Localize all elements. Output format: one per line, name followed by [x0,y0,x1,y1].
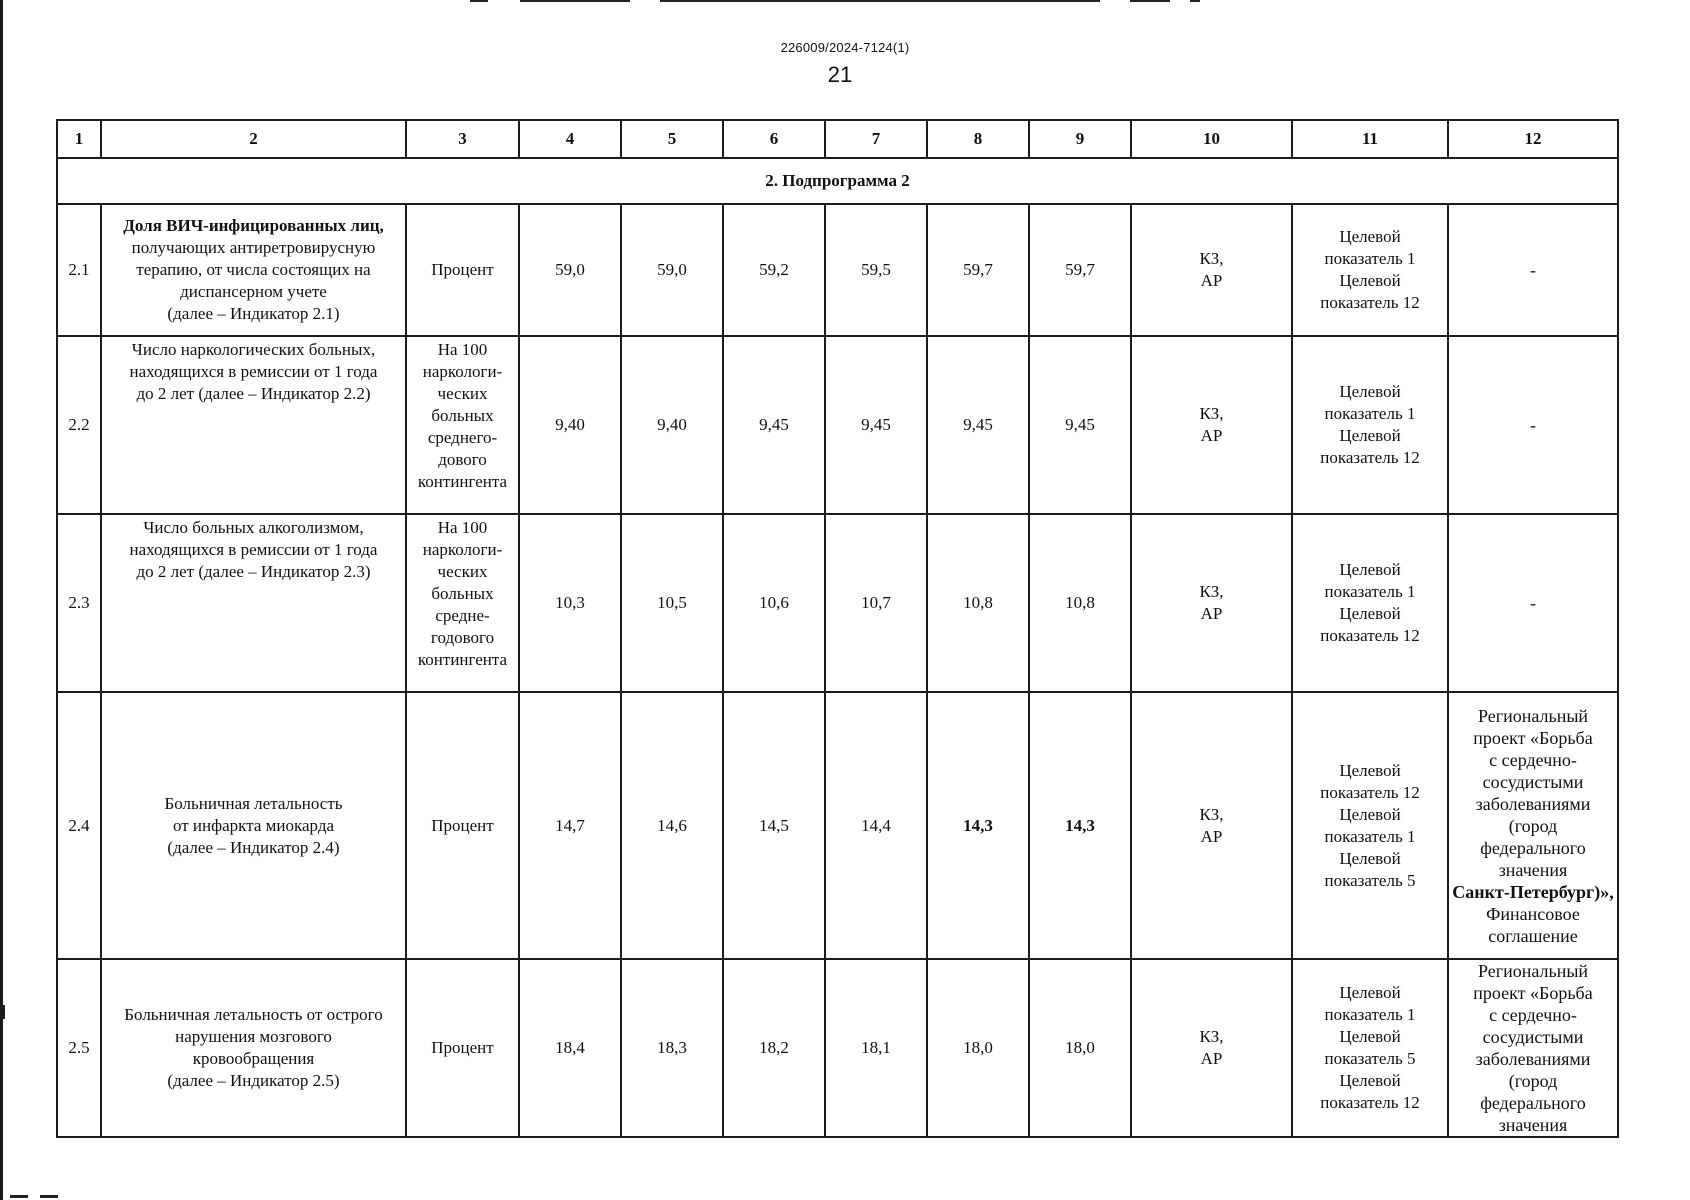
target-indicator-line: Целевой [1339,426,1401,445]
indicator-value: 59,0 [519,204,621,336]
section-title: 2. Подпрограмма 2 [57,158,1618,204]
table-row [57,204,1618,336]
indicator-value: 14,4 [825,692,927,959]
target-indicator-line: Целевой [1339,1027,1401,1046]
regional-project-line: заболеваниями [1475,1049,1591,1069]
target-indicator-line: показатель 1 [1324,1005,1416,1024]
target-indicator-line: показатель 1 [1324,582,1416,601]
column-number-row [57,120,1618,158]
unit-line: Процент [431,260,494,279]
unit-line: наркологи- [422,540,503,559]
data-source [1131,692,1292,959]
unit-line: средне- [435,606,490,625]
target-indicator-line: Целевой [1339,227,1401,246]
indicator-value: 59,0 [621,204,723,336]
indicator-name-line: до 2 лет (далее – Индикатор 2.3) [136,562,371,581]
column-number-cell: 1 [57,120,101,158]
indicator-name-line: Доля ВИЧ-инфицированных лиц, [123,216,384,235]
indicator-name-line: находящихся в ремиссии от 1 года [129,540,378,559]
data-source [1131,959,1292,1137]
table-row [57,692,1618,959]
indicator-value: 18,1 [825,959,927,1137]
row-number: 2.2 [57,336,101,514]
indicator-value: 59,7 [1029,204,1131,336]
unit-line: контингента [417,650,508,669]
scan-top-lines [470,0,1250,4]
indicator-name-line: кровообращения [192,1049,315,1068]
target-indicators [1292,692,1448,959]
indicator-value: 18,0 [1029,959,1131,1137]
indicator-value: 9,45 [927,336,1029,514]
indicator-name-line: от инфаркта миокарда [172,815,335,835]
target-indicator-line: показатель 1 [1324,404,1416,423]
column-number-cell: 6 [723,120,825,158]
regional-project [1448,692,1618,959]
indicator-value: 18,4 [519,959,621,1137]
data-source-line: КЗ, [1199,804,1224,824]
column-number-cell: 4 [519,120,621,158]
column-number-cell: 9 [1029,120,1131,158]
target-indicator-line: Целевой [1339,760,1401,780]
data-source [1131,336,1292,514]
data-source [1131,204,1292,336]
regional-project-line: Санкт-Петербург)», [1452,881,1614,902]
regional-project-line: значения [1498,1115,1568,1135]
data-source-line: АР [1200,826,1223,846]
indicator-value: 59,2 [723,204,825,336]
indicator-name-line: терапию, от числа состоящих на [136,260,371,279]
indicator-name-line: (далее – Индикатор 2.4) [167,837,340,857]
unit-line: Процент [431,815,494,835]
unit-of-measure [406,204,519,336]
indicator-value: 10,5 [621,514,723,692]
indicators-table [56,119,1619,1138]
indicator-name-line: (далее – Индикатор 2.5) [167,1071,340,1090]
target-indicator-line: Целевой [1339,1071,1401,1090]
indicator-value: 14,6 [621,692,723,959]
indicator-value: 14,3 [927,692,1029,959]
target-indicator-line: показатель 1 [1324,826,1416,846]
indicator-value: 10,8 [1029,514,1131,692]
unit-line: больных [431,584,494,603]
column-number-cell: 11 [1292,120,1448,158]
unit-line: контингента [417,472,508,491]
column-number-cell: 10 [1131,120,1292,158]
indicator-name-line: до 2 лет (далее – Индикатор 2.2) [136,384,371,403]
indicator-name [101,959,406,1137]
indicator-value: 14,3 [1029,692,1131,959]
indicator-value: 14,7 [519,692,621,959]
column-number-cell: 7 [825,120,927,158]
regional-project-line: значения [1498,859,1568,880]
column-number-cell: 3 [406,120,519,158]
column-number-cell: 2 [101,120,406,158]
regional-project-line: с сердечно- [1489,1005,1577,1025]
target-indicator-line: Целевой [1339,804,1401,824]
table-row [57,959,1618,1137]
indicator-value: 9,45 [1029,336,1131,514]
regional-project-line: с сердечно- [1489,749,1577,770]
indicator-value: 9,40 [621,336,723,514]
indicator-name-line: получающих антиретровирусную [131,238,376,257]
data-source-line: КЗ, [1199,582,1224,601]
regional-project [1448,959,1618,1137]
unit-line: ческих [437,562,488,581]
indicator-value: 9,45 [723,336,825,514]
target-indicator-line: Целевой [1339,271,1401,290]
regional-project-line: (город [1508,815,1558,836]
unit-line: ческих [437,384,488,403]
regional-project-line: соглашение [1488,925,1578,946]
indicator-name [101,514,406,692]
regional-project-line: - [1530,415,1536,435]
regional-project-line: - [1530,260,1536,280]
indicator-value: 14,5 [723,692,825,959]
unit-line: На 100 [437,340,488,359]
indicator-value: 59,7 [927,204,1029,336]
regional-project [1448,514,1618,692]
target-indicator-line: показатель 12 [1320,626,1420,645]
target-indicator-line: показатель 12 [1320,448,1420,467]
target-indicator-line: показатель 12 [1320,782,1420,802]
regional-project-line: Региональный [1477,705,1589,726]
target-indicators [1292,336,1448,514]
unit-of-measure [406,336,519,514]
unit-line: годового [430,628,495,647]
data-source-line: КЗ, [1199,249,1224,268]
target-indicators [1292,959,1448,1137]
indicator-value: 59,5 [825,204,927,336]
regional-project-line: сосудистыми [1482,771,1584,792]
scan-left-edge [0,0,3,1200]
unit-line: среднего- [427,428,498,447]
indicator-name [101,692,406,959]
indicator-name-line: Число больных алкоголизмом, [143,518,364,537]
target-indicator-line: Целевой [1339,560,1401,579]
regional-project-line: - [1530,593,1536,613]
indicator-value: 18,2 [723,959,825,1137]
indicator-name-line: Больничная летальность от острого [124,1005,383,1024]
column-number-cell: 8 [927,120,1029,158]
document-id: 226009/2024-7124(1) [780,40,910,55]
unit-line: больных [431,406,494,425]
page-number: 21 [827,62,853,87]
target-indicator-line: Целевой [1339,983,1401,1002]
regional-project-line: сосудистыми [1482,1027,1584,1047]
unit-line: Процент [431,1038,494,1057]
row-number: 2.3 [57,514,101,692]
target-indicator-line: Целевой [1339,382,1401,401]
table-row [57,336,1618,514]
target-indicator-line: Целевой [1339,604,1401,623]
data-source-line: АР [1200,604,1223,623]
unit-line: наркологи- [422,362,503,381]
regional-project-line: Региональный [1477,961,1589,981]
row-number: 2.1 [57,204,101,336]
regional-project [1448,204,1618,336]
regional-project-line: Финансовое [1486,903,1580,924]
indicator-value: 10,7 [825,514,927,692]
unit-of-measure [406,959,519,1137]
column-number-cell: 5 [621,120,723,158]
indicator-value: 10,6 [723,514,825,692]
regional-project-line: федерального [1480,1093,1586,1113]
unit-of-measure [406,514,519,692]
regional-project-line: проект «Борьба [1473,983,1593,1003]
indicator-name-line: нарушения мозгового [175,1027,332,1046]
target-indicators [1292,204,1448,336]
target-indicator-line: показатель 1 [1324,249,1416,268]
data-source-line: КЗ, [1199,404,1224,423]
regional-project-line: заболеваниями [1475,793,1591,814]
indicator-name-line: находящихся в ремиссии от 1 года [129,362,378,381]
unit-of-measure [406,692,519,959]
indicator-value: 10,3 [519,514,621,692]
regional-project [1448,336,1618,514]
indicator-value: 18,0 [927,959,1029,1137]
data-source-line: АР [1200,271,1223,290]
indicator-value: 9,40 [519,336,621,514]
target-indicator-line: показатель 12 [1320,1093,1420,1112]
row-number: 2.5 [57,959,101,1137]
indicator-name-line: (далее – Индикатор 2.1) [167,304,340,323]
indicator-name-line: Больничная летальность [164,793,343,813]
data-source-line: АР [1200,426,1223,445]
indicator-name [101,336,406,514]
table-row [57,514,1618,692]
row-number: 2.4 [57,692,101,959]
indicator-name [101,204,406,336]
indicator-value: 10,8 [927,514,1029,692]
scan-left-mark [0,1005,5,1019]
regional-project-line: проект «Борьба [1473,727,1593,748]
target-indicator-line: показатель 12 [1320,293,1420,312]
unit-line: На 100 [437,518,488,537]
section-row [57,158,1618,204]
data-source-line: АР [1200,1049,1223,1068]
regional-project-line: (город [1508,1071,1558,1091]
indicator-name-line: диспансерном учете [180,282,327,301]
target-indicator-line: показатель 5 [1324,1049,1416,1068]
target-indicators [1292,514,1448,692]
indicator-value: 18,3 [621,959,723,1137]
data-source [1131,514,1292,692]
indicator-value: 9,45 [825,336,927,514]
indicator-name-line: Число наркологических больных, [131,340,376,359]
target-indicator-line: Целевой [1339,848,1401,868]
target-indicator-line: показатель 5 [1324,870,1416,890]
column-number-cell: 12 [1448,120,1618,158]
data-source-line: КЗ, [1199,1027,1224,1046]
unit-line: дового [438,450,487,469]
regional-project-line: федерального [1480,837,1586,858]
